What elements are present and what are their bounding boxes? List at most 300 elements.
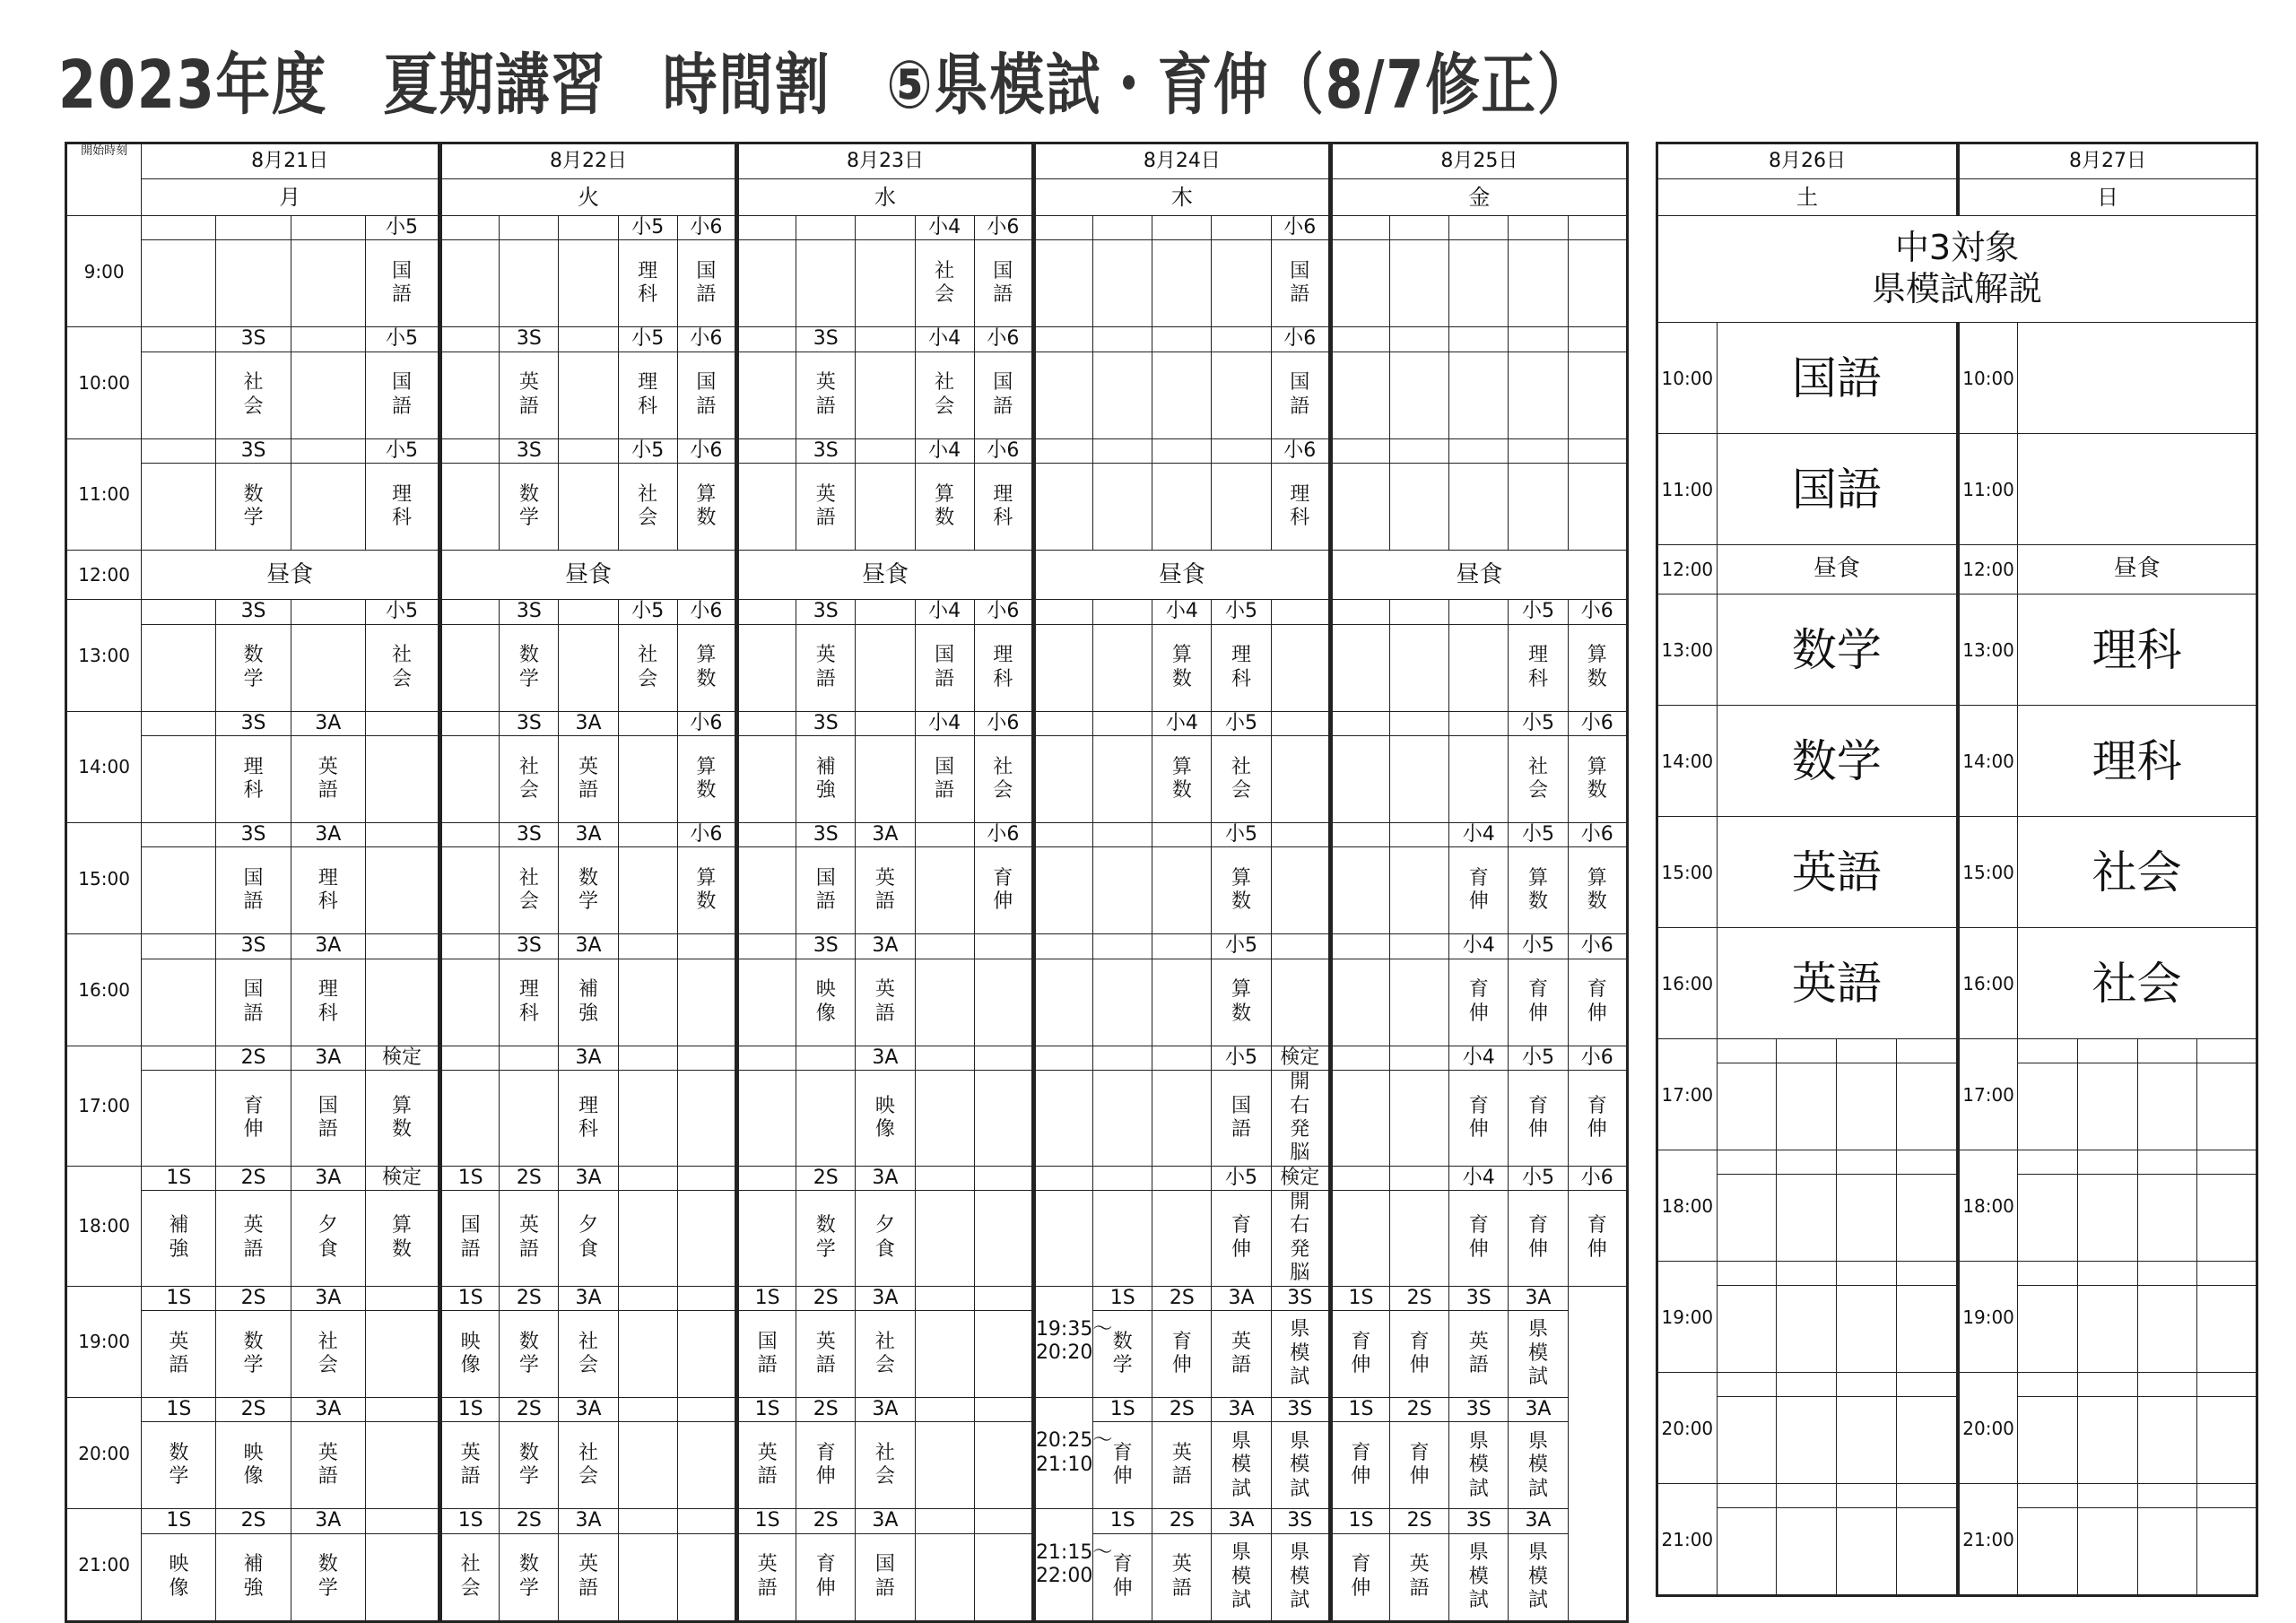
class-label: 3A xyxy=(559,1046,618,1070)
subject-cell xyxy=(1390,240,1449,327)
class-label xyxy=(677,1398,736,1422)
subject-text: 補強 xyxy=(243,1553,264,1600)
time-label: 21:00 xyxy=(1958,1484,2018,1596)
subject-cell xyxy=(291,847,365,934)
subject-text: 育伸 xyxy=(1468,866,1489,914)
weekend-subject-row xyxy=(1657,817,2257,928)
subject-text: 育伸 xyxy=(815,1442,836,1488)
weekend-empty-label-row xyxy=(1657,1373,2257,1397)
time-label: 17:00 xyxy=(1958,1039,2018,1150)
subject-cell xyxy=(291,624,365,711)
slot-label-row xyxy=(66,934,1628,959)
subject-text: 社会 xyxy=(874,1442,895,1488)
class-label xyxy=(1449,438,1509,463)
empty-cell xyxy=(2018,1397,2078,1484)
sun-subject xyxy=(2018,434,2257,545)
class-label: 小4 xyxy=(1449,934,1509,959)
empty-cell xyxy=(1717,1508,1777,1596)
time-label: 13:00 xyxy=(1657,595,1718,706)
class-label: 2S xyxy=(216,1398,291,1422)
class-label: 小4 xyxy=(915,438,974,463)
class-label: 小5 xyxy=(365,327,439,352)
subject-cell xyxy=(737,464,796,551)
subject-cell xyxy=(915,847,974,934)
subject-text: 社会 xyxy=(1231,755,1252,802)
subject-cell xyxy=(291,1071,365,1167)
empty-cell xyxy=(2077,1286,2137,1373)
class-label xyxy=(1033,438,1092,463)
class-label: 3S xyxy=(500,711,559,735)
class-label xyxy=(1330,600,1389,624)
class-label: 1S xyxy=(440,1166,500,1190)
class-label: 1S xyxy=(142,1398,216,1422)
subject-cell xyxy=(1271,1311,1330,1398)
class-label: 3A xyxy=(291,1398,365,1422)
subject-cell xyxy=(365,240,439,327)
subject-cell xyxy=(500,1422,559,1509)
class-label xyxy=(737,934,796,959)
lunch-cell: 昼食 xyxy=(2018,545,2257,595)
empty-cell xyxy=(2197,1508,2257,1596)
subject-cell xyxy=(737,624,796,711)
subject-text: 理科 xyxy=(1290,482,1310,530)
subject-cell xyxy=(856,1071,915,1167)
empty-cell xyxy=(2197,1484,2257,1508)
subject-cell xyxy=(1568,1071,1627,1167)
class-label: 1S xyxy=(440,1509,500,1533)
subject-cell xyxy=(1390,735,1449,822)
time-label: 10:00 xyxy=(1657,323,1718,434)
class-label xyxy=(1271,934,1330,959)
class-label: 3A xyxy=(1212,1286,1271,1310)
class-label xyxy=(618,1286,677,1310)
weekend-empty-body-row xyxy=(1657,1286,2257,1373)
subject-text: 英語 xyxy=(1171,1553,1192,1600)
subject-cell xyxy=(216,847,291,934)
class-label: 小4 xyxy=(1449,822,1509,846)
caption-row xyxy=(1657,216,2257,323)
subject-cell xyxy=(365,1071,439,1167)
subject-text: 国語 xyxy=(993,260,1013,307)
subject-text: 算数 xyxy=(696,482,717,530)
subject-cell xyxy=(1212,1191,1271,1287)
time-label: 11:00 xyxy=(66,438,142,550)
class-label xyxy=(1568,216,1627,240)
class-label xyxy=(856,216,915,240)
subject-text: 英語 xyxy=(1409,1553,1430,1600)
slot-subject-row xyxy=(66,352,1628,438)
subject-text: 補強 xyxy=(169,1214,189,1261)
class-label: 3S xyxy=(1271,1398,1330,1422)
caption-line-1: 中3対象 xyxy=(1894,228,2020,268)
subject-text: 算数 xyxy=(1587,755,1607,802)
subject-text: 算数 xyxy=(696,866,717,914)
class-label xyxy=(1033,1046,1092,1070)
subject-text: 英語 xyxy=(874,978,895,1025)
subject-cell xyxy=(1033,1191,1092,1287)
subject-cell xyxy=(796,959,856,1046)
subject-text: 県模試 xyxy=(1290,1318,1310,1389)
class-label: 小4 xyxy=(1449,1046,1509,1070)
class-label xyxy=(737,600,796,624)
subject-cell xyxy=(440,464,500,551)
subject-cell xyxy=(142,735,216,822)
subject-cell xyxy=(500,959,559,1046)
subject-cell xyxy=(1449,1422,1509,1509)
class-label: 3A xyxy=(291,1046,365,1070)
subject-cell xyxy=(291,1311,365,1398)
class-label xyxy=(1093,327,1152,352)
class-label: 2S xyxy=(796,1509,856,1533)
class-label: 3A xyxy=(291,1166,365,1190)
class-label: 1S xyxy=(1330,1509,1389,1533)
lunch-row xyxy=(66,551,1628,600)
subject-text: 国語 xyxy=(935,644,955,690)
subject-text: 英語 xyxy=(1231,1330,1252,1377)
subject-text: 国語 xyxy=(460,1214,481,1261)
class-label xyxy=(440,438,500,463)
lunch-cell: 昼食 xyxy=(1717,545,1958,595)
subject-cell xyxy=(618,735,677,822)
subject-text: 数学 xyxy=(578,866,599,914)
subject-text: 社会 xyxy=(391,644,412,690)
subject-text: 県模試 xyxy=(1468,1429,1489,1500)
time-label: 15:00 xyxy=(1958,817,2018,928)
class-label xyxy=(1033,822,1092,846)
sat-subject: 数学 xyxy=(1717,595,1958,706)
subject-cell xyxy=(618,1533,677,1621)
slot-subject-row xyxy=(66,735,1628,822)
empty-cell xyxy=(1777,1373,1837,1397)
subject-cell xyxy=(1330,1191,1389,1287)
subject-text: 映像 xyxy=(874,1094,895,1141)
subject-text: 理科 xyxy=(993,482,1013,530)
class-label: 3S xyxy=(796,438,856,463)
class-label xyxy=(1093,711,1152,735)
subject-cell xyxy=(1152,624,1212,711)
class-label: 小5 xyxy=(618,438,677,463)
class-label: 1S xyxy=(142,1286,216,1310)
subject-cell xyxy=(1568,240,1627,327)
subject-cell xyxy=(1330,1071,1389,1167)
slot-subject-row xyxy=(66,1071,1628,1167)
subject-cell xyxy=(440,1311,500,1398)
subject-cell xyxy=(677,735,736,822)
subject-cell xyxy=(974,464,1033,551)
subject-cell xyxy=(440,352,500,438)
subject-text: 補強 xyxy=(815,755,836,802)
subject-cell xyxy=(1330,624,1389,711)
class-label xyxy=(559,327,618,352)
subject-cell xyxy=(737,1191,796,1287)
class-label: 検定 xyxy=(365,1046,439,1070)
class-label: 3S xyxy=(216,327,291,352)
slot-subject-row xyxy=(66,1311,1628,1398)
class-label: 3A xyxy=(856,1286,915,1310)
subject-cell xyxy=(618,1191,677,1287)
subject-text: 育伸 xyxy=(1468,1094,1489,1141)
subject-text: 英語 xyxy=(518,1214,539,1261)
empty-cell xyxy=(2077,1373,2137,1397)
class-label xyxy=(1152,822,1212,846)
subject-cell xyxy=(677,464,736,551)
class-label xyxy=(1330,1166,1389,1190)
subject-cell xyxy=(1152,352,1212,438)
class-label: 小6 xyxy=(1568,934,1627,959)
sun-subject: 理科 xyxy=(2018,595,2257,706)
class-label: 小5 xyxy=(365,438,439,463)
class-label xyxy=(677,1509,736,1533)
subject-text: 算数 xyxy=(1171,755,1192,802)
subject-cell xyxy=(737,352,796,438)
class-label: 3S xyxy=(500,934,559,959)
class-label: 小5 xyxy=(365,600,439,624)
subject-text: 英語 xyxy=(317,755,338,802)
subject-cell xyxy=(915,352,974,438)
subject-cell xyxy=(500,1191,559,1287)
class-label: 2S xyxy=(796,1398,856,1422)
slot-subject-row xyxy=(66,240,1628,327)
class-label: 小4 xyxy=(1449,1166,1509,1190)
subject-cell xyxy=(142,959,216,1046)
class-label: 3A xyxy=(559,822,618,846)
subject-text: 育伸 xyxy=(1468,978,1489,1025)
subject-cell xyxy=(1509,1191,1568,1287)
empty-cell xyxy=(1896,1373,1958,1397)
subject-cell xyxy=(856,464,915,551)
subject-cell xyxy=(1449,624,1509,711)
weekend-empty-label-row xyxy=(1657,1150,2257,1175)
subject-cell xyxy=(618,1311,677,1398)
class-label xyxy=(1390,438,1449,463)
class-label xyxy=(1152,216,1212,240)
class-label xyxy=(1330,216,1389,240)
weekend-empty-label-row xyxy=(1657,1039,2257,1063)
subject-text: 国語 xyxy=(757,1330,778,1377)
subject-cell xyxy=(1212,1071,1271,1167)
subject-cell xyxy=(559,352,618,438)
time-label: 21:00 xyxy=(66,1509,142,1621)
subject-cell xyxy=(796,464,856,551)
class-label xyxy=(737,327,796,352)
class-label xyxy=(1390,711,1449,735)
subject-cell xyxy=(1449,1311,1509,1398)
class-label xyxy=(142,327,216,352)
class-label: 1S xyxy=(1093,1286,1152,1310)
subject-cell xyxy=(142,1191,216,1287)
subject-cell xyxy=(1033,735,1092,822)
class-label xyxy=(142,822,216,846)
weekend-subject-row xyxy=(1657,928,2257,1039)
class-label: 2S xyxy=(796,1166,856,1190)
empty-cell xyxy=(2197,1397,2257,1484)
subject-text: 育伸 xyxy=(1112,1553,1133,1600)
class-label: 小5 xyxy=(618,327,677,352)
subject-cell xyxy=(618,1422,677,1509)
subject-cell xyxy=(1212,959,1271,1046)
subject-cell xyxy=(796,352,856,438)
class-label xyxy=(365,711,439,735)
class-label xyxy=(1271,711,1330,735)
subject-text: 県模試 xyxy=(1527,1541,1548,1611)
subject-cell xyxy=(1390,1071,1449,1167)
empty-cell xyxy=(1717,1150,1777,1175)
time-label: 16:00 xyxy=(1958,928,2018,1039)
class-label: 3S xyxy=(216,934,291,959)
subject-cell xyxy=(974,1533,1033,1621)
subject-cell xyxy=(1033,624,1092,711)
class-label xyxy=(1390,1166,1449,1190)
subject-cell xyxy=(1033,1071,1092,1167)
subject-cell xyxy=(1271,464,1330,551)
time-label: 16:00 xyxy=(66,934,142,1046)
empty-cell xyxy=(2197,1150,2257,1175)
class-label: 3S xyxy=(216,438,291,463)
subject-cell xyxy=(1449,959,1509,1046)
class-label xyxy=(1449,711,1509,735)
subject-cell xyxy=(142,1311,216,1398)
subject-cell xyxy=(1152,1422,1212,1509)
subject-cell xyxy=(1271,624,1330,711)
subject-cell xyxy=(440,847,500,934)
class-label xyxy=(1093,822,1152,846)
subject-cell xyxy=(1212,624,1271,711)
class-label xyxy=(974,1509,1033,1533)
class-label xyxy=(1390,822,1449,846)
subject-text: 理科 xyxy=(317,866,338,914)
class-label xyxy=(365,934,439,959)
subject-text: 数学 xyxy=(518,482,539,530)
subject-cell xyxy=(559,847,618,934)
subject-cell xyxy=(796,1311,856,1398)
subject-cell xyxy=(440,240,500,327)
subject-text: 社会 xyxy=(243,371,264,418)
class-label xyxy=(440,711,500,735)
empty-cell xyxy=(1837,1150,1897,1175)
class-label: 小5 xyxy=(1509,600,1568,624)
subject-text: 算数 xyxy=(1587,866,1607,914)
class-label xyxy=(1093,438,1152,463)
subject-text: 数学 xyxy=(815,1214,836,1261)
subject-cell xyxy=(500,464,559,551)
subject-cell xyxy=(974,847,1033,934)
time-label: 18:00 xyxy=(1958,1150,2018,1262)
subject-text: 国語 xyxy=(243,978,264,1025)
class-label: 3S xyxy=(500,822,559,846)
weekend-empty-body-row xyxy=(1657,1063,2257,1150)
subject-cell xyxy=(677,624,736,711)
subject-cell xyxy=(1509,1071,1568,1167)
class-label: 小6 xyxy=(974,438,1033,463)
class-label: 3S xyxy=(1271,1509,1330,1533)
subject-text: 算数 xyxy=(935,482,955,530)
empty-cell xyxy=(1837,1175,1897,1262)
subject-cell xyxy=(1449,847,1509,934)
subject-cell xyxy=(1449,1533,1509,1621)
class-label: 2S xyxy=(216,1166,291,1190)
empty-cell xyxy=(2137,1484,2197,1508)
class-label xyxy=(737,1046,796,1070)
class-label: 3A xyxy=(856,1166,915,1190)
subject-cell xyxy=(440,735,500,822)
subject-text: 育伸 xyxy=(1587,1214,1607,1261)
subject-cell xyxy=(216,1533,291,1621)
class-label xyxy=(618,934,677,959)
subject-cell xyxy=(1212,1533,1271,1621)
subject-cell xyxy=(1330,1422,1389,1509)
time-label: 14:00 xyxy=(1958,706,2018,817)
subject-cell xyxy=(1093,735,1152,822)
subject-cell xyxy=(1033,464,1092,551)
class-label: 小5 xyxy=(1509,934,1568,959)
subject-cell xyxy=(677,352,736,438)
empty-cell xyxy=(2018,1262,2078,1286)
class-label xyxy=(1033,1166,1092,1190)
class-label xyxy=(1271,600,1330,624)
class-label xyxy=(559,216,618,240)
subject-cell xyxy=(365,959,439,1046)
subject-cell xyxy=(677,1071,736,1167)
class-label: 3S xyxy=(796,711,856,735)
subject-cell xyxy=(1509,959,1568,1046)
class-label: 小6 xyxy=(974,327,1033,352)
subject-cell xyxy=(1390,847,1449,934)
class-label xyxy=(1033,711,1092,735)
subject-text: 英語 xyxy=(815,644,836,690)
lunch-cell: 昼食 xyxy=(737,551,1034,600)
subject-text: 理科 xyxy=(993,644,1013,690)
subject-cell xyxy=(1271,352,1330,438)
subject-cell xyxy=(1449,240,1509,327)
subject-cell xyxy=(1093,1071,1152,1167)
class-label: 小6 xyxy=(677,216,736,240)
subject-text: 夕食 xyxy=(874,1214,895,1261)
class-label: 3A xyxy=(559,711,618,735)
class-label: 3A xyxy=(856,1509,915,1533)
class-label xyxy=(1093,216,1152,240)
subject-cell xyxy=(559,1422,618,1509)
subject-cell xyxy=(677,1533,736,1621)
subject-cell xyxy=(1152,1533,1212,1621)
subject-cell xyxy=(796,1422,856,1509)
class-label xyxy=(440,216,500,240)
slot-label-row xyxy=(66,600,1628,624)
class-label: 3A xyxy=(559,934,618,959)
slot-subject-row xyxy=(66,624,1628,711)
subject-cell xyxy=(856,1191,915,1287)
class-label: 3S xyxy=(500,600,559,624)
subject-cell xyxy=(142,352,216,438)
subject-cell xyxy=(291,352,365,438)
empty-cell xyxy=(2077,1484,2137,1508)
subject-cell xyxy=(291,1191,365,1287)
empty-cell xyxy=(1777,1039,1837,1063)
time-label: 18:00 xyxy=(66,1166,142,1286)
class-label: 3A xyxy=(1212,1398,1271,1422)
class-label xyxy=(291,327,365,352)
empty-cell xyxy=(1896,1286,1958,1373)
subject-cell xyxy=(915,959,974,1046)
weekend-caption xyxy=(1657,216,2257,323)
day-header-sun: 日 xyxy=(1958,179,2257,216)
class-label xyxy=(500,216,559,240)
subject-text: 育伸 xyxy=(1231,1214,1252,1261)
time-label: 19:00 xyxy=(1958,1262,2018,1373)
class-label xyxy=(440,1046,500,1070)
class-label: 小5 xyxy=(1509,1166,1568,1190)
class-label: 小4 xyxy=(915,327,974,352)
class-label xyxy=(1152,1166,1212,1190)
